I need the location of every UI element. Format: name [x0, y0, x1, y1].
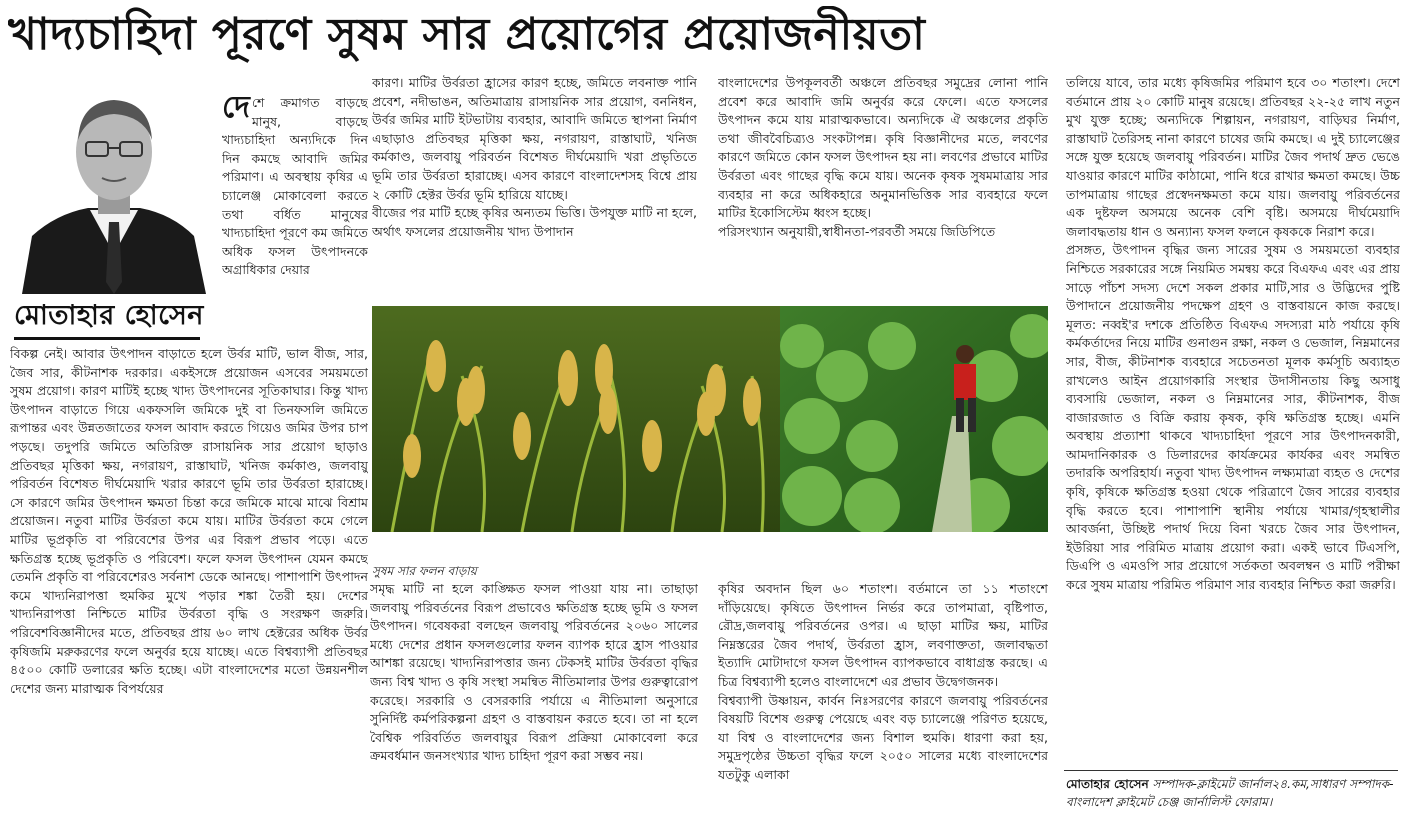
- column-right: [1066, 74, 1400, 769]
- footer-divider: [1064, 770, 1398, 771]
- column-middle-right-bottom: [718, 580, 1048, 823]
- column-left: [10, 345, 368, 823]
- paragraph: বিকল্প নেই। আবার উৎপাদন বাড়াতে হলে উর্বর মাটি, ভাল বীজ, সার, জৈব সার, কীটনাশক দরকার। একইসঙ্গে প্রয়োজন এসবের সময়মতো সুষম প্রয়োগ। কারণ মাটিই হচ্ছে খাদ্য উৎপাদনের সূতিকাঘার। কিন্তু খাদ্য উৎপাদন বাড়াতে গিয়ে একফসলি জমিকে দুই বা তিনফসলি জমিতে রূপান্তর এবং উন্নতজাতের ফসল আবাদ করতে গিয়েও জমির উপর চাপ পড়ছে। তদুপরি জমিতে অতিরিক্ত রাসায়নিক সার প্রয়োগ ছাড়াও প্রতিবছর মৃত্তিকা ক্ষয়, নগরায়ণ, রাস্তাঘাট, খনিজ কর্মকাণ্ড, জলবায়ু পরিবর্তন বিশেষত দীর্ঘমেয়াদি খরার কারণে ভূমি তার উর্বরতা হারাচ্ছে। সে কারণে জমির উৎপাদন ক্ষমতা চিন্তা করে জমিকে মাঝে মাঝে বিশ্রাম প্রয়োজন। নতুবা মাটির উর্বরতা কমে যায়। মাটির উর্বরতা কমে গেলে মাটির ভূপ্রকৃতি বা পরিবেশের উপর এর বিরূপ প্রভাব পড়ে। এতে ক্ষতিগ্রস্ত হচ্ছে ভূপ্রকৃতি ও পরিবেশ। ফলে ফসল উৎপাদন যেমন কমছে তেমনি প্রকৃতি বা পরিবেশেরও সর্বনাশ ডেকে আনছে। পাশাপাশি উৎপাদন কমে খাদ্যনিরাপত্তা হুমকির মুখে পড়ার শঙ্কা তৈরী হয়। দেশের খাদ্যনিরাপত্তা নিশ্চিতে মাটির উর্বরতা বৃদ্ধি ও সংরক্ষণ জরুরি। পরিবেশবিজ্ঞানীদের মতে, প্রতিবছর প্রায় ৬০ লাখ হেক্টরের অধিক উর্বর কৃষিজমি মরুকরণের ফলে অনুর্বর হয়ে যাচ্ছে। এতে বিশ্বব্যাপী প্রতিবছর ৪৫০০ কোটি ডলারের ক্ষতি হচ্ছে। এটা বাংলাদেশের মতো উন্নয়নশীল দেশের জন্য মারাত্মক বিপর্যয়ের: [10, 346, 368, 696]
- author-footer: [1066, 775, 1402, 823]
- headline: খাদ্যচাহিদা পূরণে সুষম সার প্রয়োগের প্রয়োজনীয়তা: [8, 9, 926, 60]
- paragraph: বিশ্বব্যাপী উষ্ণায়ন, কার্বন নিঃসরণের কারণে জলবায়ু পরিবর্তনের বিষয়টি বিশেষ গুরুত্ব পেয়েছে এবং বড় চ্যালেঞ্জে পরিণত হয়েছে, যা বিশ্ব ও বাংলাদেশের জন্য বিশাল হুমকি। ধারণা করা হয়, সমুদ্রপৃষ্ঠের উচ্চতা বৃদ্ধির ফলে ২০৫০ সালের মধ্যে বাংলাদেশের যতটুকু এলাকা: [718, 692, 1048, 782]
- footer-author-role: সম্পাদক-ক্লাইমেট জার্নাল২৪.কম,সাধারণ সম্পাদক-বাংলাদেশ ক্লাইমেট চেঞ্জ জার্নালিস্ট ফোরাম।: [1066, 777, 1394, 809]
- article-photo: [372, 306, 1048, 532]
- paragraph: কৃষির অবদান ছিল ৬০ শতাংশ। বর্তমানে তা ১১ শতাংশে দাঁড়িয়েছে। কৃষিতে উৎপাদন নির্ভর করে তাপমাত্রা, বৃষ্টিপাত, রৌদ্র,জলবায়ু পরিবর্তনের ওপর। এ ছাড়া মাটির ক্ষয়, মাটির নিম্নস্তরের জৈব পদার্থ, উর্বরতা হ্রাস, লবণাক্ততা, জলাবদ্ধতা ইত্যাদি মোটাদাগে ফসল উৎপাদন ব্যাপকভাবে বাধাগ্রস্ত করছে। এ চিত্র বিশ্বব্যাপী হলেও বাংলাদেশে এর প্রভাব উদ্বেগজনক।: [718, 581, 1048, 689]
- column-middle-left-top: [372, 74, 697, 296]
- column-middle-right-top: [718, 74, 1048, 296]
- photo-caption: সুষম সার ফলন বাড়ায়: [372, 564, 477, 578]
- paragraph: পরিসংখ্যান অনুযায়ী,স্বাধীনতা-পরবর্তী সময়ে জিডিপিতে: [718, 223, 996, 239]
- author-portrait: [16, 86, 212, 294]
- paragraph: বীজের পর মাটি হচ্ছে কৃষির অন্যতম ভিত্তি। উপযুক্ত মাটি না হলে, অর্থাৎ ফসলের প্রয়োজনীয় খাদ্য উপাদান: [372, 205, 697, 239]
- author-name: মোতাহার হোসেন: [14, 300, 204, 331]
- paragraph: কারণ। মাটির উর্বরতা হ্রাসের কারণ হচ্ছে, জমিতে লবনাক্ত পানি প্রবেশ, নদীভাঙন, অতিমাত্রায় রাসায়নিক সার প্রয়োগ, বননিধন, উর্বর জমির মাটি ইটভাটায় ব্যবহার, আবাদি জমিতে স্থাপনা নির্মাণ এছাড়াও প্রতিবছর মৃত্তিকা ক্ষয়, নগরায়ণ, রাস্তাঘাট, খনিজ কর্মকাণ্ড, জলবায়ু পরিবর্তন বিশেষত দীর্ঘমেয়াদি খরা প্রভৃতিতে ভূমি তার উর্বরতা হারাচ্ছে। এসব কারণে বাংলাদেশসহ বিশ্বে প্রায় ২ কোটি হেক্টর উর্বর ভূমি হারিয়ে যাচ্ছে।: [372, 75, 697, 202]
- footer-author-name: মোতাহার হোসেন: [1066, 777, 1149, 791]
- intro-text: শে ক্রমাগত বাড়ছে মানুষ, বাড়ছে খাদ্যচাহিদা অন্যদিকে দিন দিন কমছে আবাদি জমির পরিমাণ। এ অবস্থায় কৃষির এ চ্যালেঞ্জ মোকাবেলা করতে তথা বর্ধিত মানুষের খাদ্যচাহিদা পূরণে কম জমিতে অধিক ফসল উৎপাদনকে অগ্রাধিকার দেয়ার: [222, 95, 368, 278]
- paragraph: প্রসঙ্গত, উৎপাদন বৃদ্ধির জন্য সারের সুষম ও সময়মতো ব্যবহার নিশ্চিতে সরকারের সঙ্গে নিয়মিত সমন্বয় করে বিএফএ এবং এর প্রায় সাড়ে পাঁচশ সদস্য দেশে সকল প্রকার মাটি,সার ও উদ্ভিদের পুষ্টি উপাদানে প্রয়োজনীয় পদক্ষেপ গ্রহণ ও বাস্তবায়নে কাজ করছে। মূলত: নব্বই'র দশকে প্রতিষ্ঠিত বিএফএ সদস্যরা মাঠ পর্যায়ে কৃষি কর্মকর্তাদের নিয়ে মাটির গুনাগুন রক্ষা, নকল ও ভেজাল, নিম্নমানের সার, বীজ, কীটনাশক ব্যবহারে সচেতনতা মূলক কর্মসূচি অব্যাহত রাখলেও আইন প্রয়োগকারি সংস্থার উদাসীনতায় কিছু অসাধু ব্যবসায়ি ভেজাল, নকল ও নিম্নমানের সার, কীটনাশক, বীজ বাজারজাত ও বিক্রি করায় কৃষক, কৃষি ক্ষতিগ্রস্ত হচ্ছে। এমনি অবস্থায় প্রত্যাশা থাকবে খাদ্যচাহিদা পূরণে সার উৎপাদনকারী, আমদানিকারক ও ডিলারদের কার্যক্রমের কার্যকর এবং সমন্বিত তদারকি অপরিহার্য। নতুবা খাদ্য উৎপাদন লক্ষ্যমাত্রা ব্যহত ও দেশের কৃষি, কৃষিকে ক্ষতিগ্রস্ত হওয়া থেকে পরিত্রাণে জৈব সারের ব্যবহার বৃদ্ধি করতে হবে। পাশাপাশি স্থানীয় পর্যায়ে খামার/গৃহস্থালীর আবর্জনা, উচ্ছিষ্ট পদার্থ দিয়ে বিনা খরচে জৈব সার উৎপাদন, ইউরিয়া সার পরিমিত মাত্রায় প্রয়োগ করা। একই ভাবে টিএসপি, ডিএপি ও এমওপি সার প্রয়োগে সর্তকতা অবলম্বন ও মাটি পরীক্ষা করে সুষম মাত্রায় পরিমিত পরিমাণ সার ব্যবহার নিশ্চিত করা জরুরি।: [1066, 242, 1400, 593]
- column-middle-left-bottom: [370, 580, 698, 823]
- author-underline: [14, 337, 200, 340]
- drop-cap: দে: [222, 94, 250, 125]
- paragraph: বাংলাদেশের উপকূলবর্তী অঞ্চলে প্রতিবছর সমুদ্রের লোনা পানি প্রবেশ করে আবাদি জমি অনুর্বর করে ফেলে। এতে ফসলের উৎপাদন কমে যায় মারাত্মকভাবে। অন্যদিকে ঐ অঞ্চলের প্রকৃতি তথা জীববৈচিত্র্যও সংকটাপন্ন। কৃষি বিজ্ঞানীদের মতে, লবণের কারণে জমিতে কোন ফসল উৎপাদন হয় না। লবণের প্রভাবে মাটির উর্বরতা এবং গাছের বৃদ্ধি কমে যায়। অনেক কৃষক সুষমমাত্রায় সার ব্যবহার না করে অধিকহারে অনুমানভিত্তিক সার ব্যবহারে ফলে মাটির ইকোসিস্টেম ধ্বংস হচ্ছে।: [718, 75, 1048, 221]
- column-intro: [222, 94, 368, 344]
- paragraph: তলিয়ে যাবে, তার মধ্যে কৃষিজমির পরিমাণ হবে ৩০ শতাংশ। দেশে বর্তমানে প্রায় ২০ কোটি মানুষ রয়েছে। প্রতিবছর ২২-২৫ লাখ নতুন মুখ যুক্ত হচ্ছে; অন্যদিকে শিল্পায়ন, নগরায়ণ, বাড়িঘর নির্মাণ, রাস্তাঘাট তৈরিসহ নানা কারণে চাষের জমি কমছে। এ দুই চ্যালেঞ্জের সঙ্গে যুক্ত হয়েছে জলবায়ু পরিবর্তন। মাটির জৈব পদার্থ দ্রুত ভেঙে যাওয়ার কারণে মাটির কাঠামো, পানি ধরে রাখার ক্ষমতা কমছে। উচ্চ তাপমাত্রায় গাছের প্রস্বেদনক্ষমতা কমে যায়। জলবায়ু পরিবর্তনের এক দুষ্টফল অসময়ে অনেক বেশি বৃষ্টি। অসময়ে দীর্ঘমেয়াদি জলাবদ্ধতায় ধান ও অন্যান্য ফসল ফলনে কৃষককে নিরাশ করে।: [1066, 75, 1400, 239]
- paragraph: সমৃদ্ধ মাটি না হলে কাঙ্ক্ষিত ফসল পাওয়া যায় না। তাছাড়া জলবায়ু পরিবর্তনের বিরূপ প্রভাবেও ক্ষতিগ্রস্ত হচ্ছে ভূমি ও ফসল উৎপাদন। গবেষকরা বলছেন জলবায়ু পরিবর্তনের ২০৬০ সালের মধ্যে দেশের প্রধান ফসলগুলোর ফলন ব্যাপক হারে হ্রাস পাওয়ার আশঙ্কা রয়েছে। খাদ্যনিরাপত্তার জন্য টেকসই মাটির উর্বরতা বৃদ্ধির জন্য বিশ্ব খাদ্য ও কৃষি সংস্থা সমন্বিত নীতিমালার উপর গুরুত্বারোপ করেছে। সরকারি ও বেসরকারি পর্যায়ে এ নীতিমালা অনুসারে সুনির্দিষ্ট কর্মপরিকল্পনা গ্রহণ ও বাস্তবায়ন করতে হবে। তা না হলে বৈশ্বিক পরিবর্তিত জলবায়ুর বিরূপ প্রক্রিয়া মোকাবেলা করে ক্রমবর্ধমান জনসংখ্যার খাদ্য চাহিদা পূরণ করা সম্ভব নয়।: [370, 581, 698, 764]
